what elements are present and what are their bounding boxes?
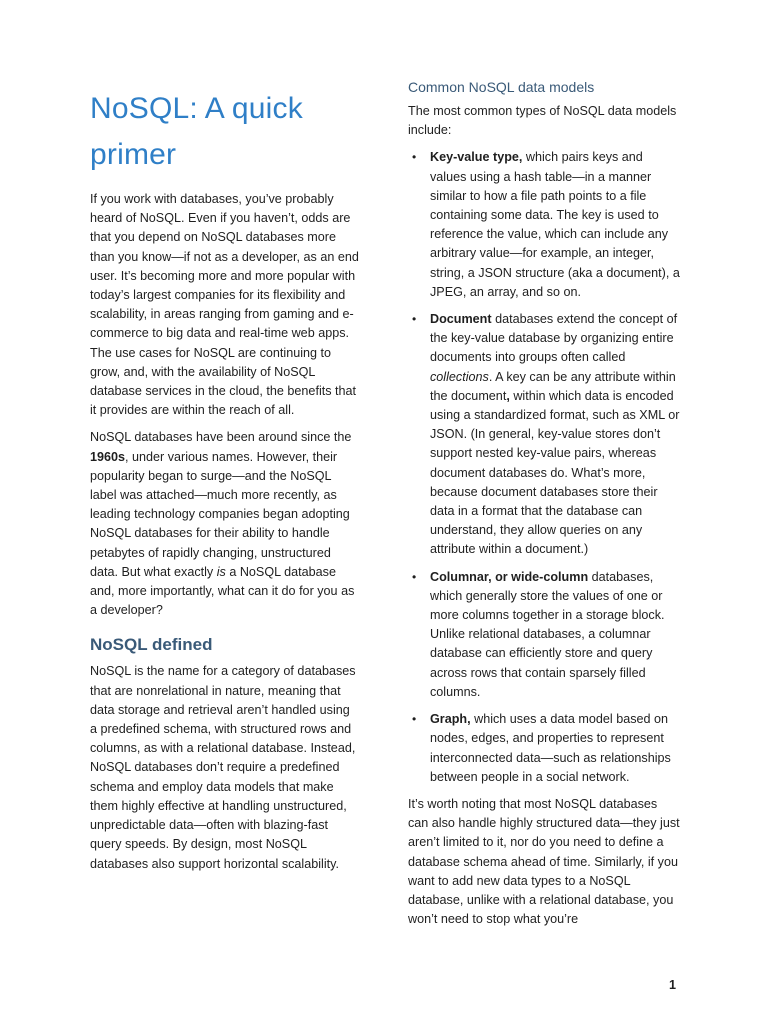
history-1960s: 1960s [90, 449, 126, 464]
data-models-heading: Common NoSQL data models [408, 79, 595, 95]
bullet-icon: • [412, 712, 417, 727]
key-value-term: Key-value type, [430, 150, 523, 165]
document-text-3: within which data is encoded using a standardized format, such as XML or JSON. (In general, key-value stores don’t support nested key-value pairs, whereas document databases do. What’s more, because document databases store their data in a format that the database can understand, they allow queries on any attribute within a document.) [430, 388, 680, 557]
left-column [90, 86, 360, 882]
document-term: Document [430, 312, 492, 327]
collections-term: collections [430, 369, 489, 384]
columnar-term: Columnar, or wide-column [430, 569, 589, 584]
graph-term: Graph, [430, 712, 471, 727]
data-models-list [408, 148, 680, 787]
page-number: 1 [668, 978, 676, 992]
history-text-1: NoSQL databases have been around since the [90, 430, 352, 445]
closing-paragraph: It’s worth noting that most NoSQL databases can also handle highly structured data—they just aren’t limited to it, nor do you need to define a database schema ahead of time. Similarly, if you want to add new data types to a NoSQL database, unlike with a relational database, you won’t need to stop what you’re [408, 796, 680, 927]
history-is: is [216, 564, 226, 579]
data-models-intro: The most common types of NoSQL data models include: [408, 104, 677, 138]
key-value-text: which pairs keys and values using a hash table—in a manner similar to how a file path points to a file containing some data. The key is used to reference the value, which can include any arbitrary value—for example, an integer, string, a JSON structure (aka a document), a JPEG, an array, and so on. [430, 150, 680, 299]
document-text-2: . A key can be any attribute within the document [430, 369, 676, 403]
history-paragraph [90, 428, 360, 620]
graph-text: which uses a data model based on nodes, edges, and properties to represent interconnected data—such as relationships between people in a social network. [430, 712, 671, 784]
nosql-defined-heading: NoSQL defined [90, 635, 213, 655]
columnar-text: databases, which generally store the values of one or more columns together in a storage block. Unlike relational databases, a columnar database can efficiently store and query across rows that contain sparsely filled columns. [430, 569, 665, 699]
document-text: databases extend the concept of the key-value database by organizing entire documents into groups often called [430, 312, 678, 365]
list-item-document [408, 310, 680, 560]
history-text-2: , under various names. However, their popularity began to surge—and the NoSQL label was attached—much more recently, as leading technology companies began adopting NoSQL databases for their ability to handle petabytes of rapidly changing, unstructured data. But what exactly [90, 449, 350, 579]
bullet-icon: • [412, 312, 417, 327]
bullet-icon: • [412, 569, 417, 584]
page-title: NoSQL: A quick primer [90, 92, 303, 171]
list-item-graph [408, 710, 680, 787]
list-item-columnar [408, 568, 680, 702]
bullet-icon: • [412, 150, 417, 165]
nosql-defined-paragraph: NoSQL is the name for a category of databases that are nonrelational in nature, meaning that data storage and retrieval aren’t handled using a predefined schema, with structured rows and columns, as with a relational database. Instead, NoSQL databases don’t require a predefined schema and employ data models that make them highly effective at handling unstructured, unpredictable data—often with blazing-fast query speeds. By design, most NoSQL databases also support horizontal scalability. [90, 664, 356, 871]
list-item-key-value [408, 148, 680, 302]
right-column [408, 76, 680, 937]
history-text-3: a NoSQL database and, more importantly, what can it do for you as a developer? [90, 564, 355, 618]
intro-paragraph: If you work with databases, you’ve probably heard of NoSQL. Even if you haven’t, odds are that you depend on NoSQL databases more than you know—if not as a developer, as an end user. It’s becoming more and more popular with today’s largest companies for its flexibility and scalability, in areas ranging from gaming and e-commerce to big data and real-time web apps. The use cases for NoSQL are continuing to grow, and, with the availability of NoSQL database services in the cloud, the benefits that it provides are within the reach of all. [90, 192, 359, 418]
document-comma: , [506, 388, 510, 403]
